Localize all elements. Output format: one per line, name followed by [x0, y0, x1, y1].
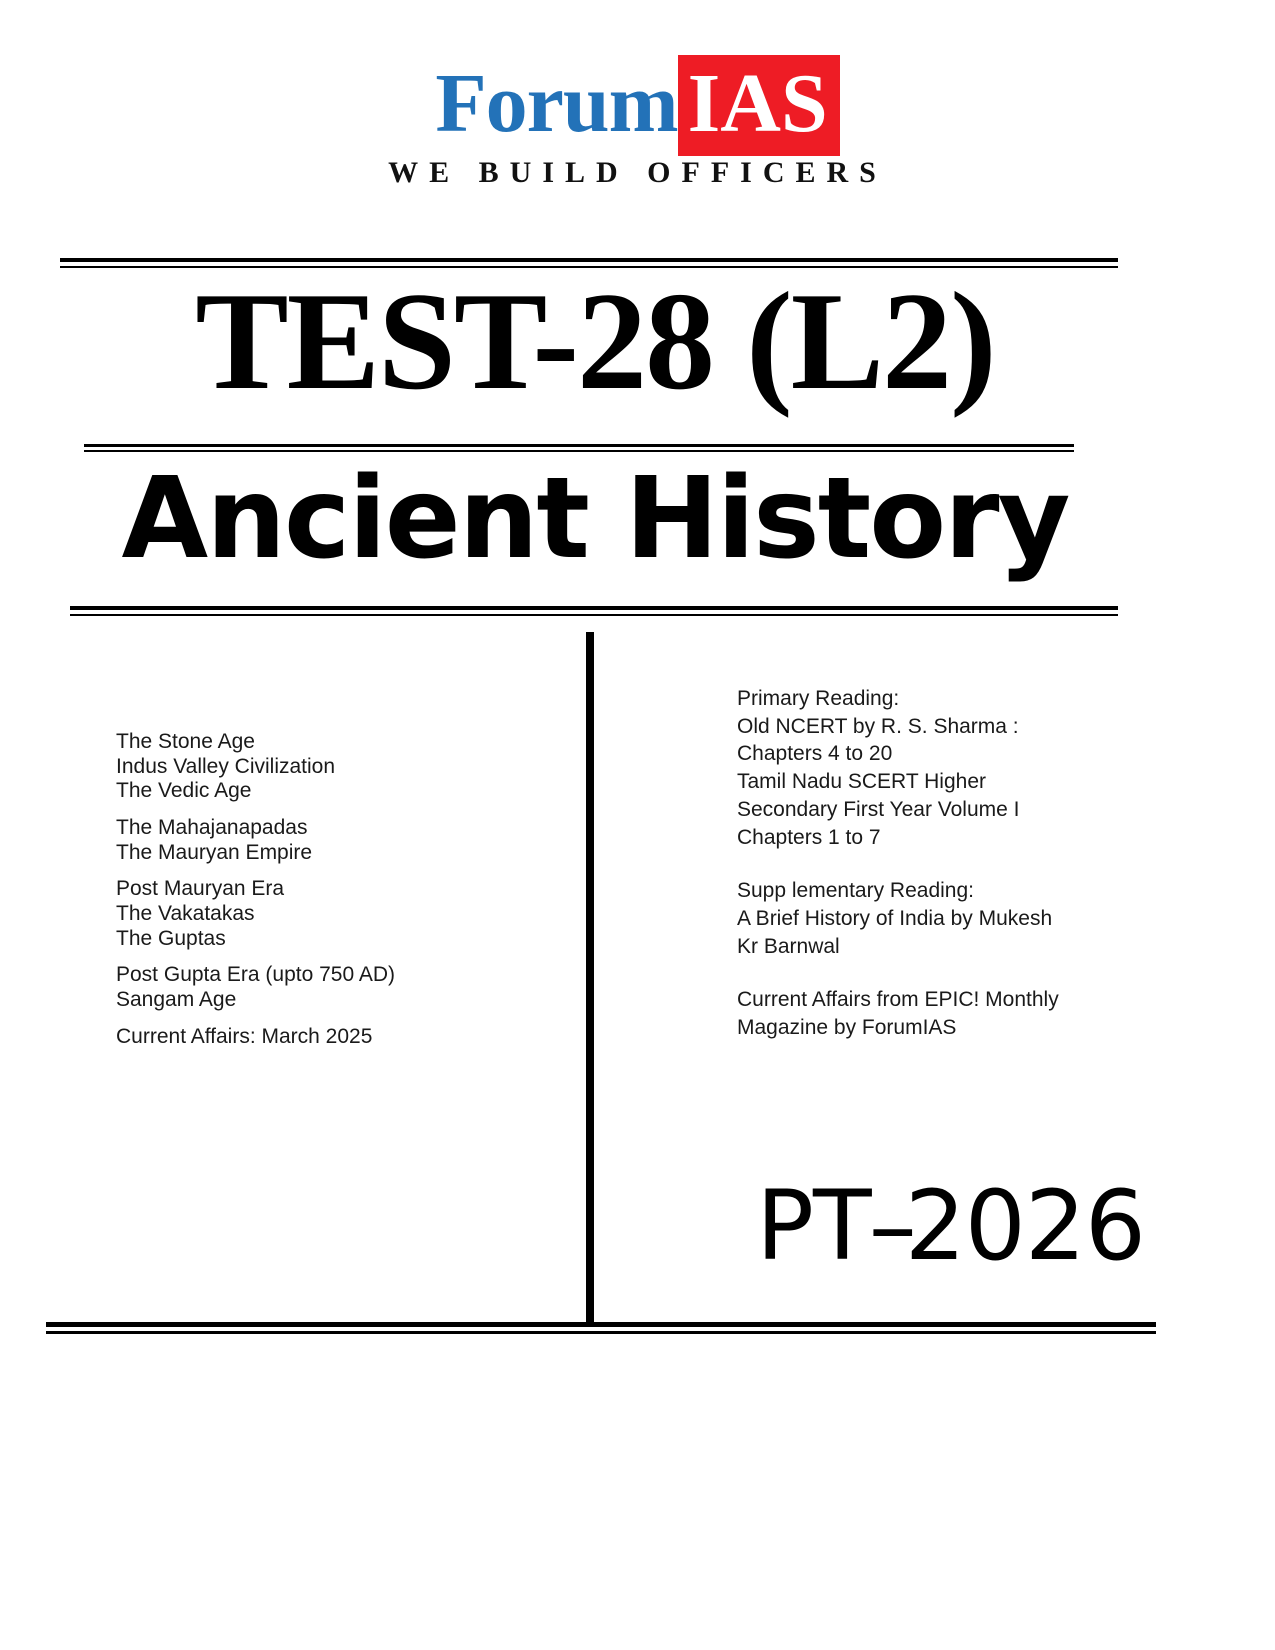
- syllabus-item: The Vedic Age: [116, 779, 252, 803]
- syllabus-group: [116, 1025, 556, 1050]
- syllabus-item: Post Mauryan Era: [116, 877, 285, 901]
- primary-reading-block: [737, 685, 1157, 851]
- current-affairs-line: Magazine by ForumIAS: [737, 1016, 957, 1040]
- syllabus-group: [116, 816, 556, 865]
- supplementary-reading-line: Kr Barnwal: [737, 934, 840, 958]
- syllabus-item: The Stone Age: [116, 730, 255, 753]
- logo-tagline: WE BUILD OFFICERS: [388, 156, 887, 189]
- primary-reading-line: Chapters 4 to 20: [737, 742, 893, 766]
- syllabus-item: Indus Valley Civilization: [116, 754, 336, 778]
- syllabus-item: Sangam Age: [116, 988, 237, 1012]
- test-number-title: TEST-28 (L2): [195, 264, 995, 419]
- logo-wordmark: [435, 57, 839, 150]
- syllabus-item: The Mahajanapadas: [116, 816, 308, 840]
- logo-ias-badge: IAS: [678, 55, 840, 156]
- current-affairs-block: [737, 986, 1157, 1041]
- divider-middle: [84, 444, 1074, 452]
- pt-label: PT: [756, 1170, 871, 1282]
- primary-reading-line: Chapters 1 to 7: [737, 825, 881, 849]
- exam-year-label: [600, 1170, 1145, 1282]
- column-divider: [586, 632, 594, 1324]
- subject-title: Ancient History: [121, 454, 1069, 584]
- primary-reading-line: Old NCERT by R. S. Sharma :: [737, 714, 1019, 738]
- pt-year-value: 2026: [904, 1170, 1145, 1282]
- primary-reading-heading: Primary Reading:: [737, 687, 900, 710]
- syllabus-list: [116, 730, 556, 1061]
- syllabus-item: The Guptas: [116, 926, 226, 950]
- syllabus-group: [116, 963, 556, 1012]
- reading-list: [737, 685, 1157, 1068]
- syllabus-item: Post Gupta Era (upto 750 AD): [116, 963, 395, 987]
- divider-bottom: [70, 606, 1118, 616]
- logo-forum-text: Forum: [435, 57, 678, 150]
- syllabus-item-current-affairs: Current Affairs: March 2025: [116, 1024, 373, 1048]
- supplementary-reading-line: A Brief History of India by Mukesh: [737, 907, 1053, 931]
- supplementary-reading-heading: Supp lementary Reading:: [737, 879, 974, 903]
- syllabus-group: [116, 877, 556, 951]
- primary-reading-line: Secondary First Year Volume I: [737, 797, 1020, 821]
- divider-footer: [46, 1322, 1156, 1334]
- pt-dash: –: [868, 1170, 909, 1282]
- primary-reading-line: Tamil Nadu SCERT Higher: [737, 770, 986, 794]
- brand-logo: [0, 57, 1275, 190]
- syllabus-item: The Mauryan Empire: [116, 840, 313, 864]
- syllabus-item: The Vakatakas: [116, 902, 255, 926]
- supplementary-reading-block: [737, 877, 1157, 960]
- current-affairs-line: Current Affairs from EPIC! Monthly: [737, 988, 1059, 1012]
- syllabus-group: [116, 730, 556, 804]
